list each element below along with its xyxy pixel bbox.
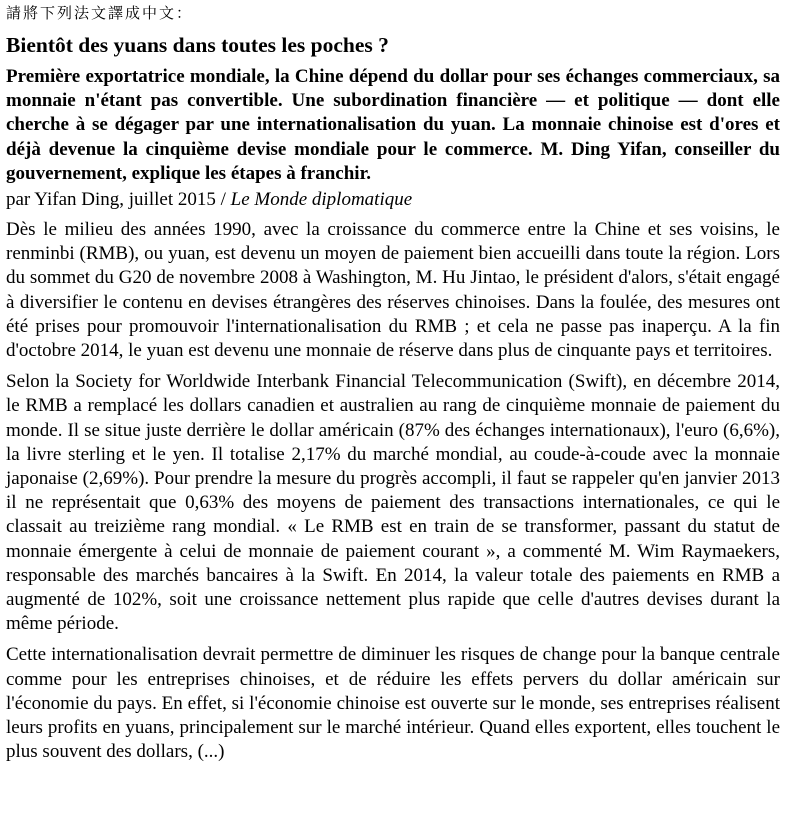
article-paragraph-3: Cette internationalisation devrait permettre de diminuer les risques de change pour la banque centrale comme pour les entreprises chinoises, et de réduire les effets pervers du dollar américain sur l'économie du pays. En effet, si l'économie chinoise est ouverte sur le monde, ses entreprises réalisent leurs profits en yuans, principalement sur le marché intérieur. Quand elles exportent, elles touchent le plus souvent des dollars, (...): [6, 644, 780, 763]
document-page: [6, 3, 780, 771]
article-paragraph-2: Selon la Society for Worldwide Interbank Financial Telecommunication (Swift), en décembre 2014, le RMB a remplacé les dollars canadien et australien au rang de cinquième monnaie de paiement du monde. Il se situe juste derrière le dollar américain (87% des échanges internationaux), l'euro (6,6%), la livre sterling et le yen. Il totalise 2,17% du marché mondial, au coude-à-coude avec la monnaie japonaise (2,69%). Pour prendre la mesure du progrès accompli, il faut se rappeler qu'en janvier 2013 il ne représentait que 0,63% des moyens de paiement des transactions internationales, ce qui le classait au treizième rang mondial. « Le RMB est en train de se transformer, passant du statut de monnaie émergente à celui de monnaie de paiement courant », a commenté M. Wim Raymaekers, responsable des marchés bancaires à la Swift. En 2014, la valeur totale des paiements en RMB a augmenté de 102%, soit une croissance nettement plus rapide que celle d'autres devises durant la même période.: [6, 371, 780, 635]
byline-source: Le Monde diplomatique: [230, 189, 413, 211]
article-lead: Première exportatrice mondiale, la Chine dépend du dollar pour ses échanges commerciaux, sa monnaie n'étant pas convertible. Une subordination financière — et politique — dont elle cherche à se dégager par une internationalisation du yuan. La monnaie chinoise est d'ores et déjà devenue la cinquième devise mondiale pour le commerce. M. Ding Yifan, conseiller du gouvernement, explique les étapes à franchir.: [6, 66, 780, 184]
article-byline: [6, 188, 780, 212]
byline-author-date: par Yifan Ding, juillet 2015 /: [6, 189, 231, 211]
translation-instruction: 請將下列法文譯成中文：: [6, 4, 194, 22]
article-title: Bientôt des yuans dans toutes les poches ?: [6, 33, 389, 57]
article-paragraph-1: Dès le milieu des années 1990, avec la croissance du commerce entre la Chine et ses voisins, le renminbi (RMB), ou yuan, est devenu un moyen de paiement bien accueilli dans toute la région. Lors du sommet du G20 de novembre 2008 à Washington, M. Hu Jintao, le président d'alors, s'était engagé à diversifier le contenu en devises étrangères des réserves chinoises. Dans la foulée, des mesures ont été prises pour promouvoir l'internationalisation du RMB ; et cela ne passe pas inaperçu. A la fin d'octobre 2014, le yuan est devenu une monnaie de réserve dans plus de cinquante pays et territoires.: [6, 219, 780, 362]
